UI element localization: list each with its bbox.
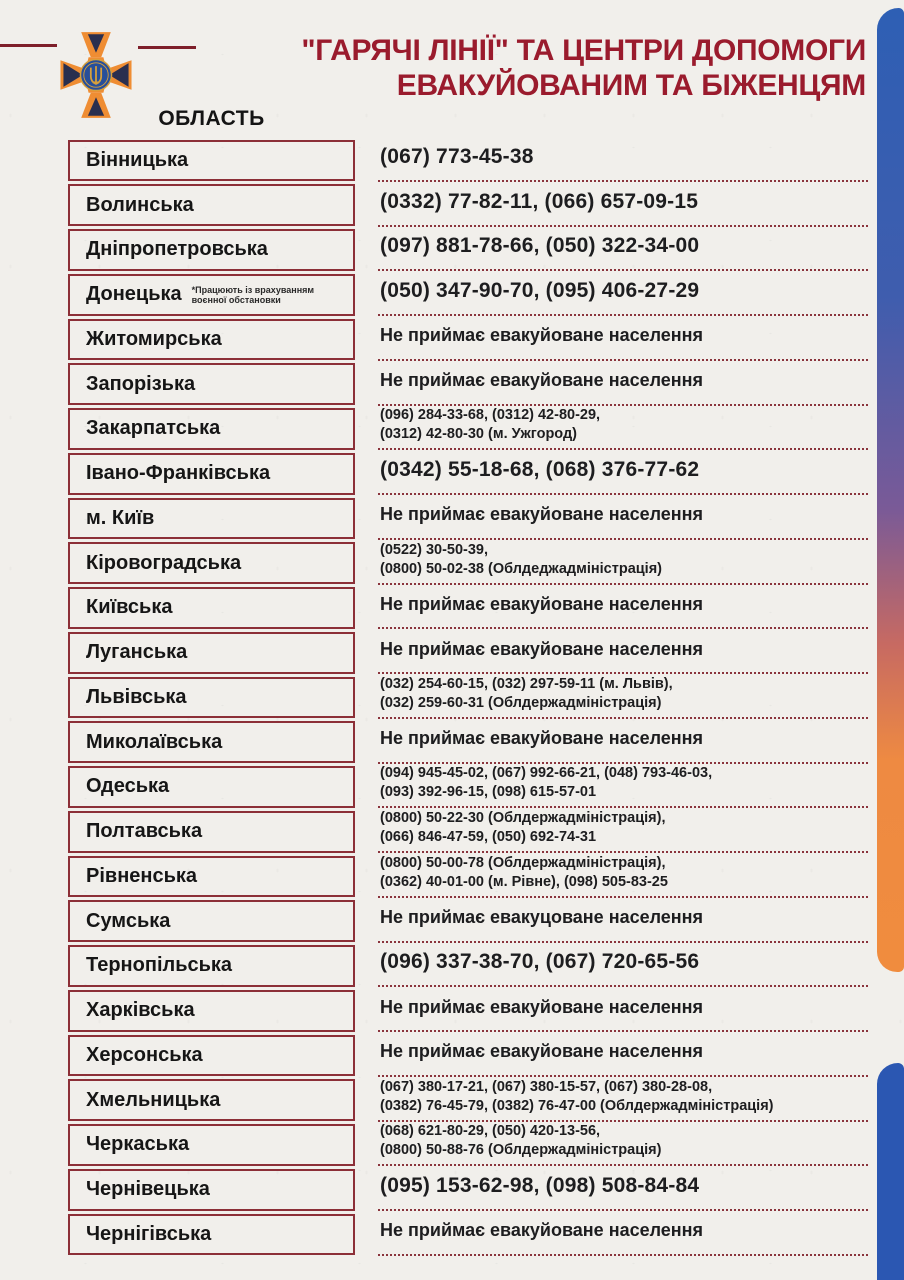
decor-line-right — [138, 46, 196, 49]
contact-cell — [378, 1167, 872, 1212]
contact-line: (068) 621-80-29, (050) 420-13-56, — [380, 1123, 601, 1140]
oblast-cell — [68, 498, 355, 540]
contact-cell — [378, 765, 872, 810]
contact-line: (094) 945-45-02, (067) 992-66-21, (048) 793-46-03, — [380, 765, 713, 782]
oblast-name: Дніпропетровська — [86, 238, 268, 261]
contact-cell — [378, 720, 872, 765]
oblast-name: Черкаська — [86, 1133, 190, 1156]
blue-edge-bar — [877, 1063, 904, 1280]
oblast-name: Кіровоградська — [86, 551, 242, 574]
contact-line: (095) 153-62-98, (098) 508-84-84 — [380, 1174, 700, 1198]
contact-cell — [378, 854, 872, 899]
contact-cell — [378, 586, 872, 631]
contact-line: (096) 337-38-70, (067) 720-65-56 — [380, 950, 700, 974]
contact-cell — [378, 899, 872, 944]
oblast-name: м. Київ — [86, 506, 155, 529]
oblast-cell — [68, 140, 355, 182]
oblast-name: Волинська — [86, 193, 194, 216]
oblast-name: Чернівецька — [86, 1178, 210, 1201]
contact-cell — [378, 138, 872, 183]
contact-cell — [378, 496, 872, 541]
contact-cell — [378, 228, 872, 273]
oblast-name: Закарпатська — [86, 417, 221, 440]
oblast-cell — [68, 408, 355, 450]
contact-cell — [378, 183, 872, 228]
contact-line: Не приймає евакуйоване населення — [380, 1041, 704, 1062]
oblast-cell — [68, 587, 355, 629]
oblast-cell — [68, 1214, 355, 1256]
contact-cell — [378, 1123, 872, 1168]
contact-line: (093) 392-96-15, (098) 615-57-01 — [380, 784, 597, 801]
oblast-column-header: ОБЛАСТЬ — [158, 107, 265, 130]
contact-line: (0522) 30-50-39, — [380, 541, 489, 558]
decor-line-left — [0, 44, 57, 47]
oblast-name: Львівська — [86, 685, 187, 708]
oblast-name: Івано-Франківська — [86, 462, 271, 485]
contact-line: (067) 380-17-21, (067) 380-15-57, (067) 380-28-08, — [380, 1078, 713, 1095]
oblast-cell — [68, 1124, 355, 1166]
contact-line: (097) 881-78-66, (050) 322-34-00 — [380, 234, 700, 258]
contact-cell — [378, 317, 872, 362]
contact-line: (0382) 76-45-79, (0382) 76-47-00 (Облдержадміністрація) — [380, 1097, 774, 1114]
oblast-cell — [68, 721, 355, 763]
contact-cell — [378, 362, 872, 407]
contact-line: (066) 846-47-59, (050) 692-74-31 — [380, 829, 597, 846]
oblast-name: Київська — [86, 596, 173, 619]
contact-cell — [378, 1212, 872, 1257]
contact-line: Не приймає евакуйоване населення — [380, 638, 704, 659]
contact-cell — [378, 272, 872, 317]
contact-line: (0362) 40-01-00 (м. Рівне), (098) 505-83-25 — [380, 873, 668, 890]
contact-line: (032) 254-60-15, (032) 297-59-11 (м. Львів), — [380, 675, 673, 692]
oblast-cell — [68, 1079, 355, 1121]
contact-line: (0800) 50-22-30 (Облдержадміністрація), — [380, 810, 666, 826]
contact-line: (067) 773-45-38 — [380, 144, 534, 168]
oblast-cell — [68, 632, 355, 674]
contact-cell — [378, 1033, 872, 1078]
oblast-cell — [68, 184, 355, 226]
contact-cell — [378, 944, 872, 989]
oblast-name: Одеська — [86, 775, 170, 798]
oblast-name: Херсонська — [86, 1043, 203, 1066]
contact-cell — [378, 541, 872, 586]
oblast-cell — [68, 319, 355, 361]
oblast-cell — [68, 677, 355, 719]
contact-line: Не приймає евакуйоване населення — [380, 593, 704, 614]
oblast-cell — [68, 990, 355, 1032]
oblast-name: Сумська — [86, 909, 171, 932]
oblast-name: Вінницька — [86, 148, 189, 171]
oblast-cell — [68, 945, 355, 987]
contact-line: Не приймає евакуйоване населення — [380, 1220, 704, 1241]
oblast-cell — [68, 229, 355, 271]
oblast-cell — [68, 766, 355, 808]
contact-cell — [378, 451, 872, 496]
contact-line: Не приймає евакуйоване населення — [380, 504, 704, 525]
contact-cell — [378, 1078, 872, 1123]
oblast-note: *Працюють із врахуванням воєнної обстановки — [191, 284, 315, 305]
oblast-cell — [68, 811, 355, 853]
oblast-name: Тернопільська — [86, 954, 233, 977]
contact-line: (0342) 55-18-68, (068) 376-77-62 — [380, 458, 700, 482]
oblast-cell — [68, 1169, 355, 1211]
gradient-edge-bar — [877, 8, 904, 972]
page-title-line2: ЕВАКУЙОВАНИМ ТА БІЖЕНЦЯМ — [396, 68, 866, 102]
oblast-name: Харківська — [86, 999, 195, 1022]
contact-line: Не приймає евакуйоване населення — [380, 996, 704, 1017]
oblast-name: Миколаївська — [86, 730, 223, 753]
oblast-cell — [68, 900, 355, 942]
contact-line: (0800) 50-88-76 (Облдержадміністрація) — [380, 1142, 662, 1159]
contact-line: (096) 284-33-68, (0312) 42-80-29, — [380, 407, 601, 424]
oblast-cell — [68, 363, 355, 405]
page-title-line1: "ГАРЯЧІ ЛІНІЇ" ТА ЦЕНТРИ ДОПОМОГИ — [301, 34, 866, 67]
oblast-cell — [68, 542, 355, 584]
contact-line: Не приймає евакуйоване населення — [380, 325, 704, 346]
contact-cell — [378, 407, 872, 452]
contact-line: (0312) 42-80-30 (м. Ужгород) — [380, 426, 577, 443]
oblast-name: Чернігівська — [86, 1222, 212, 1245]
oblast-name: Житомирська — [86, 327, 222, 350]
contact-cell — [378, 809, 872, 854]
contact-line: Не приймає евакуйоване населення — [380, 728, 704, 749]
oblast-cell — [68, 1035, 355, 1077]
contact-line: (0800) 50-02-38 (Облдеджадміністрація) — [380, 560, 662, 577]
contact-line: (050) 347-90-70, (095) 406-27-29 — [380, 279, 700, 303]
contact-cell — [378, 675, 872, 720]
oblast-cell — [68, 453, 355, 495]
hotline-table — [68, 138, 872, 1257]
contact-cell — [378, 630, 872, 675]
oblast-name: Запорізька — [86, 372, 196, 395]
contact-line: Не приймає евакуйоване населення — [380, 370, 704, 391]
contact-cell — [378, 988, 872, 1033]
oblast-cell — [68, 274, 355, 316]
oblast-name: Луганська — [86, 641, 188, 664]
oblast-name: Рівненська — [86, 864, 198, 887]
contact-line: (032) 259-60-31 (Облдержадміністрація) — [380, 694, 662, 711]
page-title — [215, 34, 866, 104]
contact-line: Не приймає евакуцоване населення — [380, 907, 704, 928]
contact-line: (0332) 77-82-11, (066) 657-09-15 — [380, 189, 699, 213]
contact-line: (0800) 50-00-78 (Облдержадміністрація), — [380, 854, 666, 871]
oblast-name: Хмельницька — [86, 1088, 221, 1111]
oblast-cell — [68, 856, 355, 898]
oblast-name: Донецька — [86, 283, 182, 306]
oblast-name: Полтавська — [86, 820, 203, 843]
